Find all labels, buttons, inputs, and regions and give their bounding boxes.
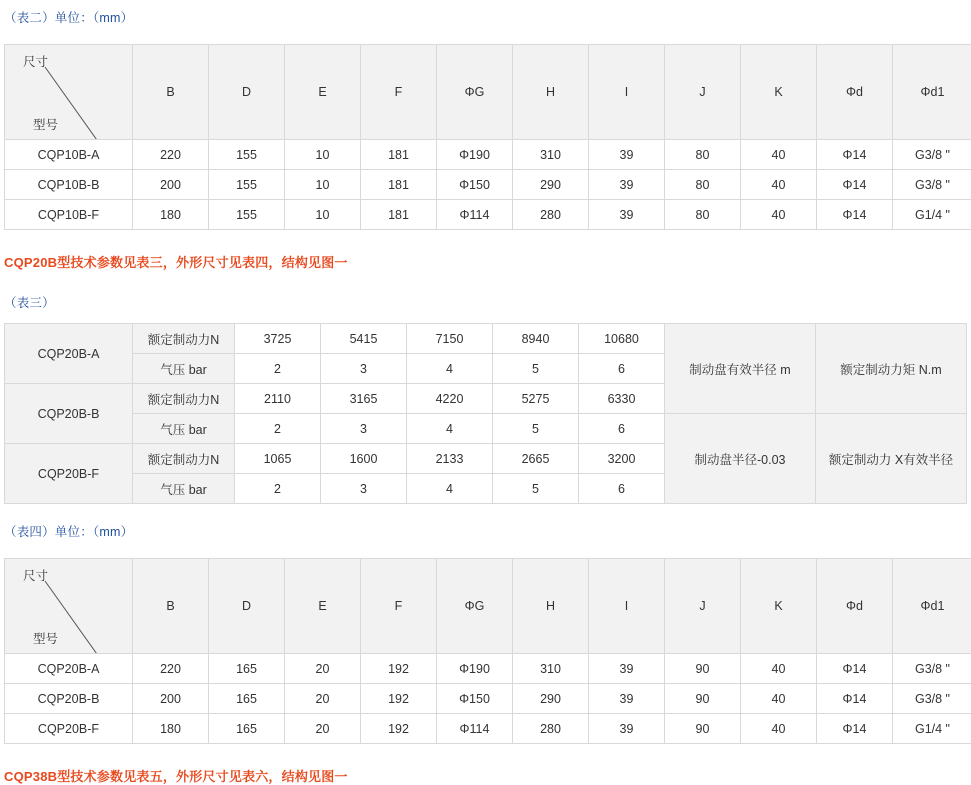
table2-header-row xyxy=(5,45,971,140)
table4-row0-Phid: Φ14 xyxy=(817,654,893,684)
table4-row2-PhiG: Φ114 xyxy=(437,714,513,744)
table2-col-E: E xyxy=(285,45,361,140)
table3-torque-value: 额定制动力 X有效半径 xyxy=(816,414,967,504)
table3-force-1-3: 5275 xyxy=(493,384,579,414)
table4-row1-B: 200 xyxy=(133,684,209,714)
table4-row1-E: 20 xyxy=(285,684,361,714)
table-row xyxy=(5,654,971,684)
table3-model-cqp20b-a: CQP20B-A xyxy=(5,324,133,384)
table3-force-0-2: 7150 xyxy=(407,324,493,354)
table4-row0-PhiG: Φ190 xyxy=(437,654,513,684)
section-heading-cqp38b: CQP38B型技术参数见表五，外形尺寸见表六，结构见图一 xyxy=(0,766,971,785)
spacer-after-cap4 xyxy=(0,540,971,558)
table4-col-F: F xyxy=(361,559,437,654)
table2-row0-H: 310 xyxy=(513,140,589,170)
table3-pressure-2-0: 2 xyxy=(235,474,321,504)
spacer-before-section-38b xyxy=(0,744,971,766)
table4-row1-H: 290 xyxy=(513,684,589,714)
table4-row1-Phid1: G3/8 " xyxy=(893,684,971,714)
table4-row0-I: 39 xyxy=(589,654,665,684)
table4-row1-I: 39 xyxy=(589,684,665,714)
table3-force-2-0: 1065 xyxy=(235,444,321,474)
table3-pressure-label-1: 气压 bar xyxy=(133,414,235,444)
table2-row2-Phid1: G1/4 " xyxy=(893,200,971,230)
table2-col-B: B xyxy=(133,45,209,140)
table3-force-2-3: 2665 xyxy=(493,444,579,474)
table4-row0-F: 192 xyxy=(361,654,437,684)
table4-col-J: J xyxy=(665,559,741,654)
table4-row0-model: CQP20B-A xyxy=(5,654,133,684)
table3-pressure-0-4: 6 xyxy=(579,354,665,384)
table4-row0-K: 40 xyxy=(741,654,817,684)
table2-row1-B: 200 xyxy=(133,170,209,200)
table4-row2-Phid1: G1/4 " xyxy=(893,714,971,744)
table2-row0-I: 39 xyxy=(589,140,665,170)
table3-group1-pressure-row xyxy=(5,414,967,444)
table2-row2-D: 155 xyxy=(209,200,285,230)
table3-force-0-3: 8940 xyxy=(493,324,579,354)
table-row xyxy=(5,684,971,714)
table3-force-1-1: 3165 xyxy=(321,384,407,414)
table4-row0-Phid1: G3/8 " xyxy=(893,654,971,684)
table2-row1-D: 155 xyxy=(209,170,285,200)
table3-pressure-0-2: 4 xyxy=(407,354,493,384)
table-params-cqp20b xyxy=(4,323,967,504)
table2-col-J: J xyxy=(665,45,741,140)
table-row xyxy=(5,714,971,744)
table4-col-PhiG: ΦG xyxy=(437,559,513,654)
table2-row1-F: 181 xyxy=(361,170,437,200)
table3-force-1-0: 2110 xyxy=(235,384,321,414)
table2-col-I: I xyxy=(589,45,665,140)
table4-dimension-label: 尺寸 xyxy=(23,566,48,584)
table2-row0-E: 10 xyxy=(285,140,361,170)
section-heading-cqp20b: CQP20B型技术参数见表三，外形尺寸见表四，结构见图一 xyxy=(0,252,971,271)
table2-row1-H: 290 xyxy=(513,170,589,200)
table3-pressure-2-3: 5 xyxy=(493,474,579,504)
table3-force-2-4: 3200 xyxy=(579,444,665,474)
table2-row2-model: CQP10B-F xyxy=(5,200,133,230)
table3-pressure-1-1: 3 xyxy=(321,414,407,444)
table2-row2-I: 39 xyxy=(589,200,665,230)
table4-col-B: B xyxy=(133,559,209,654)
table2-col-D: D xyxy=(209,45,285,140)
table4-row2-H: 280 xyxy=(513,714,589,744)
table3-pressure-label-2: 气压 bar xyxy=(133,474,235,504)
table4-row1-model: CQP20B-B xyxy=(5,684,133,714)
table2-model-label: 型号 xyxy=(33,115,58,133)
table2-row1-Phid1: G3/8 " xyxy=(893,170,971,200)
table2-row0-B: 220 xyxy=(133,140,209,170)
table3-pressure-0-0: 2 xyxy=(235,354,321,384)
table3-pressure-2-4: 6 xyxy=(579,474,665,504)
table3-pressure-1-0: 2 xyxy=(235,414,321,444)
table4-col-E: E xyxy=(285,559,361,654)
table4-row0-J: 90 xyxy=(665,654,741,684)
table2-col-Phid: Φd xyxy=(817,45,893,140)
table4-row1-D: 165 xyxy=(209,684,285,714)
table4-row2-B: 180 xyxy=(133,714,209,744)
table2-row1-E: 10 xyxy=(285,170,361,200)
table4-row2-E: 20 xyxy=(285,714,361,744)
table-dimensions-cqp10b xyxy=(4,44,971,230)
table4-row2-K: 40 xyxy=(741,714,817,744)
table3-caption: （表三） xyxy=(0,293,971,311)
table4-row0-B: 220 xyxy=(133,654,209,684)
table2-col-PhiG: ΦG xyxy=(437,45,513,140)
table2-row1-Phid: Φ14 xyxy=(817,170,893,200)
table2-corner-cell xyxy=(5,45,133,140)
table4-col-H: H xyxy=(513,559,589,654)
table4-row1-F: 192 xyxy=(361,684,437,714)
table2-row0-Phid1: G3/8 " xyxy=(893,140,971,170)
table3-radius-header: 制动盘有效半径 m xyxy=(665,324,816,414)
table2-row0-Phid: Φ14 xyxy=(817,140,893,170)
table-row xyxy=(5,170,971,200)
table4-caption: （表四）单位：（mm） xyxy=(0,522,971,540)
table3-force-1-4: 6330 xyxy=(579,384,665,414)
table4-row1-PhiG: Φ150 xyxy=(437,684,513,714)
table2-col-Phid1: Φd1 xyxy=(893,45,971,140)
table4-header-row xyxy=(5,559,971,654)
table4-col-Phid1: Φd1 xyxy=(893,559,971,654)
table2-row1-I: 39 xyxy=(589,170,665,200)
table4-row2-model: CQP20B-F xyxy=(5,714,133,744)
table4-row2-Phid: Φ14 xyxy=(817,714,893,744)
table4-row0-E: 20 xyxy=(285,654,361,684)
table3-force-2-1: 1600 xyxy=(321,444,407,474)
table3-pressure-1-4: 6 xyxy=(579,414,665,444)
table3-force-1-2: 4220 xyxy=(407,384,493,414)
table2-row1-K: 40 xyxy=(741,170,817,200)
table2-row1-PhiG: Φ150 xyxy=(437,170,513,200)
table3-pressure-2-1: 3 xyxy=(321,474,407,504)
table4-row2-J: 90 xyxy=(665,714,741,744)
table4-row1-K: 40 xyxy=(741,684,817,714)
spacer-after-cap2 xyxy=(0,26,971,44)
table2-row2-PhiG: Φ114 xyxy=(437,200,513,230)
table-row xyxy=(5,140,971,170)
spacer-after-section-20b xyxy=(0,271,971,293)
table3-force-0-4: 10680 xyxy=(579,324,665,354)
table2-row2-F: 181 xyxy=(361,200,437,230)
table-dimensions-cqp20b xyxy=(4,558,971,744)
table4-col-Phid: Φd xyxy=(817,559,893,654)
table4-row0-H: 310 xyxy=(513,654,589,684)
table3-group0-force-row xyxy=(5,324,967,354)
table4-row0-D: 165 xyxy=(209,654,285,684)
table3-model-cqp20b-f: CQP20B-F xyxy=(5,444,133,504)
table3-force-0-1: 5415 xyxy=(321,324,407,354)
table4-row1-Phid: Φ14 xyxy=(817,684,893,714)
table4-col-I: I xyxy=(589,559,665,654)
table4-corner-cell xyxy=(5,559,133,654)
table3-force-2-2: 2133 xyxy=(407,444,493,474)
table4-row2-I: 39 xyxy=(589,714,665,744)
table3-radius-value: 制动盘半径-0.03 xyxy=(665,414,816,504)
table2-col-H: H xyxy=(513,45,589,140)
table2-row0-F: 181 xyxy=(361,140,437,170)
table4-col-D: D xyxy=(209,559,285,654)
table3-model-cqp20b-b: CQP20B-B xyxy=(5,384,133,444)
top-spacer xyxy=(0,0,971,8)
table4-row2-F: 192 xyxy=(361,714,437,744)
table3-pressure-2-2: 4 xyxy=(407,474,493,504)
table3-pressure-0-1: 3 xyxy=(321,354,407,384)
table2-row2-H: 280 xyxy=(513,200,589,230)
table2-row2-J: 80 xyxy=(665,200,741,230)
table3-pressure-1-3: 5 xyxy=(493,414,579,444)
table2-row2-E: 10 xyxy=(285,200,361,230)
table2-row0-PhiG: Φ190 xyxy=(437,140,513,170)
table3-pressure-label-0: 气压 bar xyxy=(133,354,235,384)
table4-row1-J: 90 xyxy=(665,684,741,714)
spacer-before-cap4 xyxy=(0,504,971,522)
table4-row2-D: 165 xyxy=(209,714,285,744)
spacer-after-cap3 xyxy=(0,311,971,323)
table2-caption: （表二）单位：（mm） xyxy=(0,8,971,26)
table3-pressure-1-2: 4 xyxy=(407,414,493,444)
table2-row2-B: 180 xyxy=(133,200,209,230)
table2-col-F: F xyxy=(361,45,437,140)
table2-row0-D: 155 xyxy=(209,140,285,170)
table4-col-K: K xyxy=(741,559,817,654)
table2-row0-K: 40 xyxy=(741,140,817,170)
table3-pressure-0-3: 5 xyxy=(493,354,579,384)
table3-force-label-2: 额定制动力N xyxy=(133,444,235,474)
table2-row1-J: 80 xyxy=(665,170,741,200)
table2-row2-Phid: Φ14 xyxy=(817,200,893,230)
table3-torque-header: 额定制动力矩 N.m xyxy=(816,324,967,414)
table3-force-label-0: 额定制动力N xyxy=(133,324,235,354)
table2-col-K: K xyxy=(741,45,817,140)
table4-model-label: 型号 xyxy=(33,629,58,647)
spacer-before-section-20b xyxy=(0,230,971,252)
table2-row1-model: CQP10B-B xyxy=(5,170,133,200)
table2-row2-K: 40 xyxy=(741,200,817,230)
table2-dimension-label: 尺寸 xyxy=(23,52,48,70)
table2-row0-model: CQP10B-A xyxy=(5,140,133,170)
table3-force-0-0: 3725 xyxy=(235,324,321,354)
table-row xyxy=(5,200,971,230)
table2-row0-J: 80 xyxy=(665,140,741,170)
table3-force-label-1: 额定制动力N xyxy=(133,384,235,414)
